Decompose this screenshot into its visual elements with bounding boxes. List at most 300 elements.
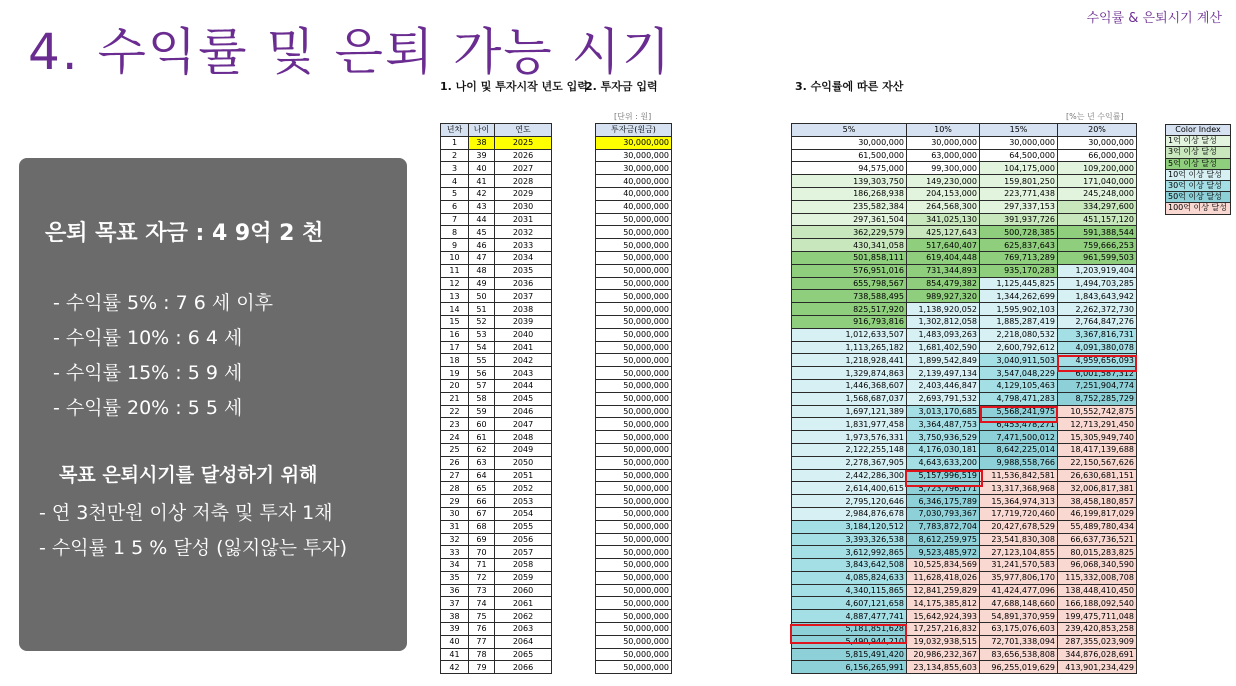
asset-cell: 4,091,380,078 (1058, 341, 1137, 354)
table-row (441, 559, 552, 572)
asset-cell: 7,471,500,012 (980, 431, 1058, 444)
asset-cell: 655,798,567 (792, 277, 907, 290)
invest-cell: 40,000,000 (596, 200, 672, 213)
asset-cell: 576,951,016 (792, 264, 907, 277)
table-row (441, 136, 552, 149)
age-cell: 44 (469, 213, 495, 226)
asset-cell: 1,483,093,263 (907, 328, 980, 341)
asset-cell: 2,614,400,615 (792, 482, 907, 495)
year-cell: 2026 (495, 149, 552, 162)
asset-cell: 11,628,418,026 (907, 571, 980, 584)
table-row (596, 136, 672, 149)
age-cell: 57 (469, 379, 495, 392)
year-index-cell: 2 (441, 149, 469, 162)
table-row (596, 200, 672, 213)
table-row (792, 303, 1137, 316)
year-index-cell: 9 (441, 239, 469, 252)
asset-cell: 14,175,385,812 (907, 597, 980, 610)
asset-cell: 17,257,216,832 (907, 623, 980, 636)
invest-cell: 50,000,000 (596, 392, 672, 405)
asset-cell: 3,393,326,538 (792, 533, 907, 546)
asset-cell: 3,843,642,508 (792, 559, 907, 572)
table-row (441, 239, 552, 252)
table-row (441, 341, 552, 354)
table-row (596, 520, 672, 533)
asset-cell: 61,500,000 (792, 149, 907, 162)
year-cell: 2036 (495, 277, 552, 290)
year-index-cell: 4 (441, 175, 469, 188)
legend-item: 50억 이상 달성 (1166, 192, 1231, 203)
asset-cell: 1,125,445,825 (980, 277, 1058, 290)
table-row (596, 571, 672, 584)
year-index-cell: 6 (441, 200, 469, 213)
legend-item: 3억 이상 달성 (1166, 147, 1231, 158)
table-row (792, 405, 1137, 418)
year-index-cell: 17 (441, 341, 469, 354)
asset-cell: 1,113,265,182 (792, 341, 907, 354)
table-row (441, 264, 552, 277)
year-index-cell: 28 (441, 482, 469, 495)
table-row (792, 597, 1137, 610)
year-cell: 2066 (495, 661, 552, 674)
col-header: 연도 (495, 124, 552, 137)
asset-cell: 264,568,300 (907, 200, 980, 213)
age-cell: 40 (469, 162, 495, 175)
table-row (792, 520, 1137, 533)
table-row (596, 354, 672, 367)
asset-cell: 26,630,681,151 (1058, 469, 1137, 482)
year-index-cell: 23 (441, 418, 469, 431)
asset-cell: 30,000,000 (792, 136, 907, 149)
age-cell: 53 (469, 328, 495, 341)
age-cell: 79 (469, 661, 495, 674)
asset-cell: 451,157,120 (1058, 213, 1137, 226)
invest-cell: 50,000,000 (596, 533, 672, 546)
asset-cell: 15,364,974,313 (980, 495, 1058, 508)
table-row (441, 584, 552, 597)
asset-cell: 2,795,120,646 (792, 495, 907, 508)
asset-cell: 7,251,904,774 (1058, 379, 1137, 392)
table-row (792, 251, 1137, 264)
year-index-cell: 11 (441, 264, 469, 277)
table-row (596, 341, 672, 354)
year-index-cell: 30 (441, 507, 469, 520)
year-cell: 2062 (495, 610, 552, 623)
summary-panel (19, 158, 407, 651)
age-cell: 38 (469, 136, 495, 149)
asset-cell: 8,612,259,975 (907, 533, 980, 546)
table-row (596, 277, 672, 290)
asset-cell: 4,643,633,200 (907, 456, 980, 469)
asset-cell: 5,815,491,420 (792, 648, 907, 661)
year-cell: 2059 (495, 571, 552, 584)
table-row (596, 661, 672, 674)
year-index-cell: 33 (441, 546, 469, 559)
asset-cell: 625,837,643 (980, 239, 1058, 252)
asset-cell: 9,523,485,972 (907, 546, 980, 559)
age-cell: 43 (469, 200, 495, 213)
age-cell: 49 (469, 277, 495, 290)
asset-cell: 731,344,893 (907, 264, 980, 277)
asset-cell: 54,891,370,959 (980, 610, 1058, 623)
table-row (441, 328, 552, 341)
table-row (792, 277, 1137, 290)
asset-cell: 10,525,834,569 (907, 559, 980, 572)
year-index-cell: 18 (441, 354, 469, 367)
table-row (596, 546, 672, 559)
year-cell: 2035 (495, 264, 552, 277)
age-cell: 51 (469, 303, 495, 316)
table-row (596, 482, 672, 495)
invest-cell: 50,000,000 (596, 648, 672, 661)
invest-cell: 50,000,000 (596, 571, 672, 584)
year-index-cell: 1 (441, 136, 469, 149)
asset-cell: 3,013,170,685 (907, 405, 980, 418)
table-row (596, 431, 672, 444)
invest-cell: 50,000,000 (596, 443, 672, 456)
age-cell: 77 (469, 635, 495, 648)
table-row (596, 213, 672, 226)
year-index-cell: 7 (441, 213, 469, 226)
table-row (596, 533, 672, 546)
asset-cell: 4,085,824,633 (792, 571, 907, 584)
asset-cell: 6,001,587,312 (1058, 367, 1137, 380)
age-cell: 69 (469, 533, 495, 546)
age-cell: 59 (469, 405, 495, 418)
asset-cell: 171,040,000 (1058, 175, 1137, 188)
asset-cell: 149,230,000 (907, 175, 980, 188)
asset-cell: 30,000,000 (1058, 136, 1137, 149)
table-row (441, 175, 552, 188)
year-index-cell: 29 (441, 495, 469, 508)
asset-cell: 5,181,851,628 (792, 623, 907, 636)
asset-cell: 12,713,291,450 (1058, 418, 1137, 431)
year-cell: 2045 (495, 392, 552, 405)
year-cell: 2034 (495, 251, 552, 264)
table-row (596, 290, 672, 303)
year-cell: 2061 (495, 597, 552, 610)
invest-cell: 50,000,000 (596, 328, 672, 341)
table-row (441, 226, 552, 239)
asset-cell: 391,937,726 (980, 213, 1058, 226)
age-cell: 39 (469, 149, 495, 162)
asset-cell: 1,012,633,507 (792, 328, 907, 341)
achieve-title: 목표 은퇴시기를 달성하기 위해 (59, 464, 318, 486)
asset-cell: 3,367,816,731 (1058, 328, 1137, 341)
year-index-cell: 3 (441, 162, 469, 175)
asset-cell: 1,138,920,052 (907, 303, 980, 316)
col-header: 15% (980, 124, 1058, 137)
table-row (596, 251, 672, 264)
page-title: 4. 수익률 및 은퇴 가능 시기 (28, 23, 673, 81)
asset-cell: 17,719,720,460 (980, 507, 1058, 520)
year-cell: 2064 (495, 635, 552, 648)
year-index-cell: 34 (441, 559, 469, 572)
year-cell: 2046 (495, 405, 552, 418)
asset-cell: 3,547,048,229 (980, 367, 1058, 380)
asset-cell: 72,701,338,094 (980, 635, 1058, 648)
table-row (792, 213, 1137, 226)
year-cell: 2058 (495, 559, 552, 572)
invest-cell: 50,000,000 (596, 290, 672, 303)
corner-label: 수익률 & 은퇴시기 계산 (1086, 11, 1222, 26)
year-cell: 2041 (495, 341, 552, 354)
invest-cell: 50,000,000 (596, 546, 672, 559)
year-cell: 2038 (495, 303, 552, 316)
asset-cell: 2,403,446,847 (907, 379, 980, 392)
invest-cell: 50,000,000 (596, 456, 672, 469)
asset-cell: 1,568,687,037 (792, 392, 907, 405)
year-index-cell: 5 (441, 187, 469, 200)
invest-cell: 50,000,000 (596, 264, 672, 277)
asset-cell: 334,297,600 (1058, 200, 1137, 213)
asset-cell: 759,666,253 (1058, 239, 1137, 252)
retirement-goal: 은퇴 목표 자금 : 4 9억 2 천 (45, 221, 324, 246)
asset-cell: 3,364,487,753 (907, 418, 980, 431)
age-cell: 63 (469, 456, 495, 469)
asset-cell: 66,000,000 (1058, 149, 1137, 162)
year-index-cell: 41 (441, 648, 469, 661)
section-label-invest: 2. 투자금 입력 (585, 80, 658, 93)
table-row (792, 584, 1137, 597)
asset-cell: 500,728,385 (980, 226, 1058, 239)
year-cell: 2039 (495, 315, 552, 328)
asset-cell: 5,157,996,519 (907, 469, 980, 482)
asset-cell: 19,032,938,515 (907, 635, 980, 648)
age-cell: 71 (469, 559, 495, 572)
asset-cell: 35,977,806,170 (980, 571, 1058, 584)
color-legend (1165, 124, 1231, 215)
table-row (441, 418, 552, 431)
asset-cell: 1,344,262,699 (980, 290, 1058, 303)
table-row (792, 341, 1137, 354)
asset-cell: 46,199,817,029 (1058, 507, 1137, 520)
asset-cell: 32,006,817,381 (1058, 482, 1137, 495)
year-index-cell: 36 (441, 584, 469, 597)
table-row (441, 482, 552, 495)
table-row (792, 648, 1137, 661)
asset-cell: 13,317,368,968 (980, 482, 1058, 495)
table-row (596, 418, 672, 431)
age-cell: 45 (469, 226, 495, 239)
table-row (792, 559, 1137, 572)
table-row (792, 418, 1137, 431)
table-row (596, 187, 672, 200)
asset-cell: 138,448,410,450 (1058, 584, 1137, 597)
rate-line: - 수익률 15% : 5 9 세 (53, 362, 243, 384)
legend-item: 1억 이상 달성 (1166, 136, 1231, 147)
age-cell: 47 (469, 251, 495, 264)
invest-cell: 50,000,000 (596, 559, 672, 572)
year-cell: 2051 (495, 469, 552, 482)
year-cell: 2060 (495, 584, 552, 597)
age-cell: 72 (469, 571, 495, 584)
invest-cell: 50,000,000 (596, 635, 672, 648)
invest-cell: 50,000,000 (596, 431, 672, 444)
asset-cell: 854,479,382 (907, 277, 980, 290)
asset-cell: 3,750,936,529 (907, 431, 980, 444)
invest-cell: 30,000,000 (596, 162, 672, 175)
asset-cell: 297,337,153 (980, 200, 1058, 213)
asset-cell: 1,446,368,607 (792, 379, 907, 392)
invest-cell: 50,000,000 (596, 341, 672, 354)
table-row (441, 315, 552, 328)
asset-cell: 1,595,902,103 (980, 303, 1058, 316)
invest-cell: 50,000,000 (596, 239, 672, 252)
table-row (792, 226, 1137, 239)
asset-cell: 23,134,855,603 (907, 661, 980, 674)
rate-line: - 수익률 10% : 6 4 세 (53, 327, 243, 349)
asset-cell: 425,127,643 (907, 226, 980, 239)
table-row (596, 303, 672, 316)
asset-cell: 139,303,750 (792, 175, 907, 188)
age-cell: 64 (469, 469, 495, 482)
asset-cell: 2,139,497,134 (907, 367, 980, 380)
asset-cell: 30,000,000 (980, 136, 1058, 149)
table-row (441, 251, 552, 264)
asset-cell: 362,229,579 (792, 226, 907, 239)
table-row (441, 597, 552, 610)
asset-cell: 430,341,058 (792, 239, 907, 252)
year-index-cell: 22 (441, 405, 469, 418)
table-row (596, 648, 672, 661)
asset-cell: 115,332,008,708 (1058, 571, 1137, 584)
asset-cell: 4,798,471,283 (980, 392, 1058, 405)
table-row (792, 162, 1137, 175)
year-index-cell: 21 (441, 392, 469, 405)
year-index-cell: 15 (441, 315, 469, 328)
asset-cell: 517,640,407 (907, 239, 980, 252)
year-cell: 2033 (495, 239, 552, 252)
asset-cell: 20,986,232,367 (907, 648, 980, 661)
asset-cell: 94,575,000 (792, 162, 907, 175)
invest-cell: 50,000,000 (596, 277, 672, 290)
invest-cell: 50,000,000 (596, 469, 672, 482)
invest-cell: 40,000,000 (596, 175, 672, 188)
table-row (596, 597, 672, 610)
age-cell: 74 (469, 597, 495, 610)
table-row (441, 443, 552, 456)
table-row (596, 367, 672, 380)
asset-cell: 235,582,384 (792, 200, 907, 213)
asset-cell: 2,693,791,532 (907, 392, 980, 405)
age-cell: 68 (469, 520, 495, 533)
col-header: 20% (1058, 124, 1137, 137)
asset-cell: 12,841,259,829 (907, 584, 980, 597)
year-cell: 2053 (495, 495, 552, 508)
table-row (596, 149, 672, 162)
asset-cell: 1,218,928,441 (792, 354, 907, 367)
table-row (596, 635, 672, 648)
highlight-box (790, 624, 907, 644)
asset-cell: 5,723,796,171 (907, 482, 980, 495)
asset-cell: 619,404,448 (907, 251, 980, 264)
table-row (441, 367, 552, 380)
year-cell: 2057 (495, 546, 552, 559)
invest-table (595, 123, 672, 674)
age-cell: 73 (469, 584, 495, 597)
age-cell: 61 (469, 431, 495, 444)
year-cell: 2042 (495, 354, 552, 367)
asset-cell: 2,218,080,532 (980, 328, 1058, 341)
invest-cell: 50,000,000 (596, 482, 672, 495)
asset-cell: 23,541,830,308 (980, 533, 1058, 546)
asset-cell: 4,887,477,741 (792, 610, 907, 623)
asset-cell: 63,175,076,603 (980, 623, 1058, 636)
table-row (441, 495, 552, 508)
unit-note-invest: [단위 : 원] (614, 112, 652, 121)
year-index-cell: 35 (441, 571, 469, 584)
asset-cell: 4,607,121,658 (792, 597, 907, 610)
table-row (792, 610, 1137, 623)
year-cell: 2049 (495, 443, 552, 456)
table-row (441, 290, 552, 303)
invest-cell: 50,000,000 (596, 367, 672, 380)
asset-cell: 1,681,402,590 (907, 341, 980, 354)
table-row (596, 264, 672, 277)
asset-cell: 825,517,920 (792, 303, 907, 316)
asset-cell: 66,637,736,521 (1058, 533, 1137, 546)
table-row (792, 546, 1137, 559)
table-row (596, 584, 672, 597)
age-cell: 54 (469, 341, 495, 354)
year-index-cell: 14 (441, 303, 469, 316)
asset-cell: 916,793,816 (792, 315, 907, 328)
asset-cell: 769,713,289 (980, 251, 1058, 264)
table-row (792, 149, 1137, 162)
asset-cell: 1,885,287,419 (980, 315, 1058, 328)
age-cell: 41 (469, 175, 495, 188)
table-row (792, 200, 1137, 213)
age-cell: 60 (469, 418, 495, 431)
table-row (792, 187, 1137, 200)
asset-cell: 99,300,000 (907, 162, 980, 175)
table-row (441, 200, 552, 213)
age-cell: 62 (469, 443, 495, 456)
table-row (596, 456, 672, 469)
asset-cell: 47,688,148,660 (980, 597, 1058, 610)
asset-cell: 413,901,234,429 (1058, 661, 1137, 674)
asset-cell: 1,494,703,285 (1058, 277, 1137, 290)
year-index-cell: 19 (441, 367, 469, 380)
table-row (441, 162, 552, 175)
asset-cell: 501,858,111 (792, 251, 907, 264)
invest-cell: 50,000,000 (596, 226, 672, 239)
table-row (441, 520, 552, 533)
table-row (441, 456, 552, 469)
age-cell: 56 (469, 367, 495, 380)
table-row (792, 571, 1137, 584)
invest-cell: 50,000,000 (596, 303, 672, 316)
asset-cell: 199,475,711,048 (1058, 610, 1137, 623)
asset-cell: 1,329,874,863 (792, 367, 907, 380)
table-row (596, 162, 672, 175)
asset-cell: 4,959,656,093 (1058, 354, 1137, 367)
table-row (596, 379, 672, 392)
year-index-cell: 24 (441, 431, 469, 444)
invest-cell: 50,000,000 (596, 315, 672, 328)
asset-cell: 38,458,180,857 (1058, 495, 1137, 508)
asset-cell: 1,899,542,849 (907, 354, 980, 367)
year-index-cell: 20 (441, 379, 469, 392)
asset-cell: 186,268,938 (792, 187, 907, 200)
asset-cell: 6,346,175,789 (907, 495, 980, 508)
asset-cell: 5,568,241,975 (980, 405, 1058, 418)
table-row (792, 661, 1137, 674)
table-row (792, 290, 1137, 303)
col-header: 투자금(원금) (596, 124, 672, 137)
table-row (792, 175, 1137, 188)
